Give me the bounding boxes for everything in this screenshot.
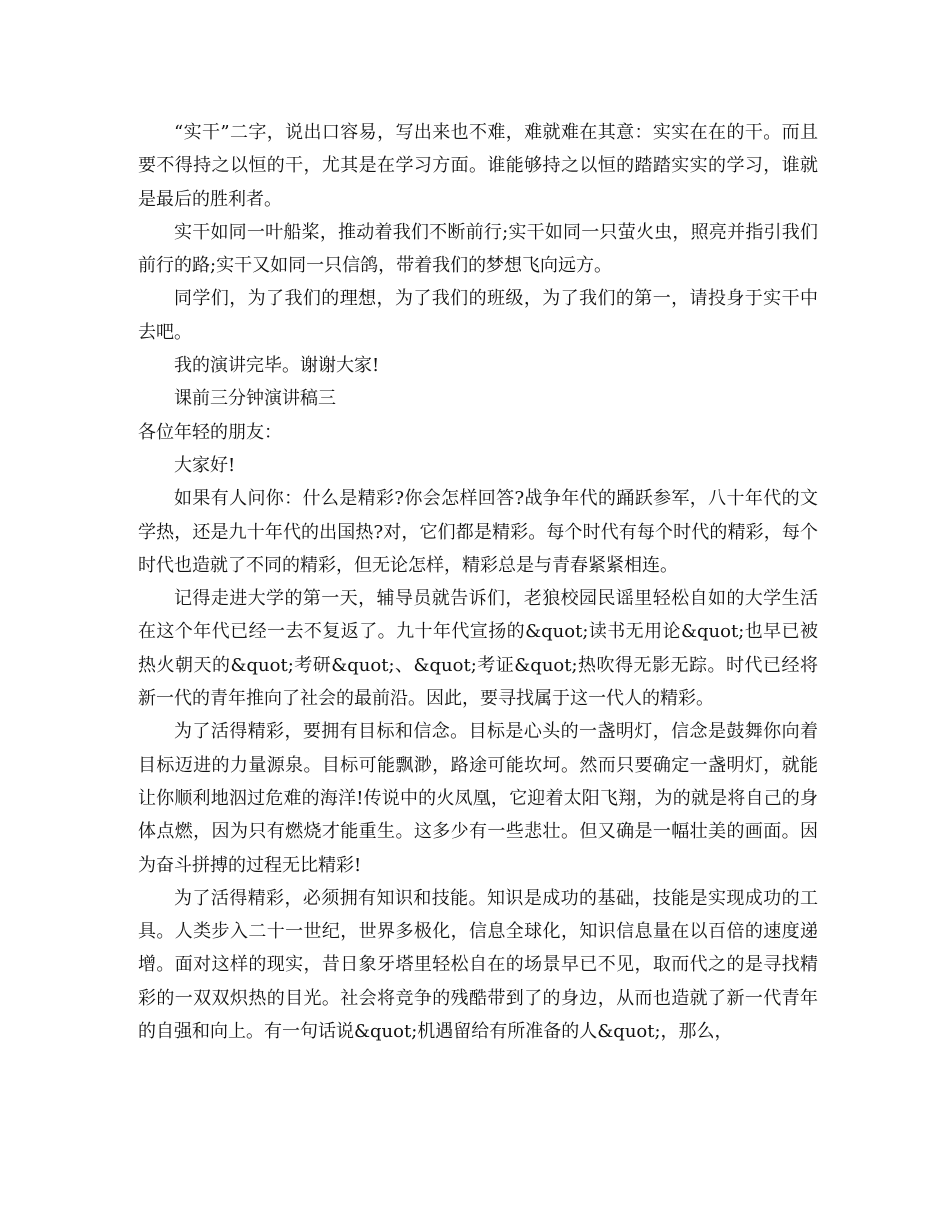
- paragraph-8: 如果有人问你：什么是精彩?你会怎样回答?战争年代的踊跃参军，八十年代的文学热，还是九十年代的出国热?对，它们都是精彩。每个时代有每个时代的精彩，每个时代也造就了不同的精彩，但无论怎样，精彩总是与青春紧紧相连。: [138, 488, 818, 576]
- paragraph-4: 我的演讲完毕。谢谢大家!: [174, 355, 380, 377]
- paragraph-3: 同学们，为了我们的理想，为了我们的班级，为了我们的第一，请投身于实干中去吧。: [138, 288, 818, 343]
- greeting: 大家好!: [174, 454, 236, 476]
- paragraph-11: 为了活得精彩，必须拥有知识和技能。知识是成功的基础，技能是实现成功的工具。人类步入二十一世纪，世界多极化，信息全球化，知识信息量在以百倍的速度递增。面对这样的现实，昔日象牙塔里轻松自在的场景早已不见，取而代之的是寻找精彩的一双双炽热的目光。社会将竞争的残酷带到了的身边，从而也造就了新一代青年的自强和向上。有一句话说&quot;机遇留给有所准备的人&quot;，那么，: [138, 887, 818, 1043]
- paragraph-2: 实干如同一叶船桨，推动着我们不断前行;实干如同一只萤火虫，照亮并指引我们前行的路;实干又如同一只信鸽，带着我们的梦想飞向远方。: [138, 221, 818, 277]
- document-body: [138, 116, 818, 1048]
- section-heading: 课前三分钟演讲稿三: [174, 388, 336, 410]
- paragraph-10: 为了活得精彩，要拥有目标和信念。目标是心头的一盏明灯，信念是鼓舞你向着目标迈进的力量源泉。目标可能飘渺，路途可能坎坷。然而只要确定一盏明灯，就能让你顺利地泅过危难的海洋!传说中的火凤凰，它迎着太阳飞翔，为的就是将自己的身体点燃，因为只有燃烧才能重生。这多少有一些悲壮。但又确是一幅壮美的画面。因为奋斗拼搏的过程无比精彩!: [138, 721, 818, 876]
- paragraph-1: “实干”二字，说出口容易，写出来也不难，难就难在其意：实实在在的干。而且要不得持之以恒的干，尤其是在学习方面。谁能够持之以恒的踏踏实实的学习，谁就是最后的胜利者。: [138, 122, 818, 210]
- salutation: 各位年轻的朋友：: [138, 421, 282, 443]
- paragraph-9: 记得走进大学的第一天，辅导员就告诉们，老狼校园民谣里轻松自如的大学生活在这个年代已经一去不复返了。九十年代宣扬的&quot;读书无用论&quot;也早已被热火朝天的&quot;考研&quot;、&quot;考证&quot;热吹得无影无踪。时代已经将新一代的青年推向了社会的最前沿。因此，要寻找属于这一代人的精彩。: [138, 588, 818, 710]
